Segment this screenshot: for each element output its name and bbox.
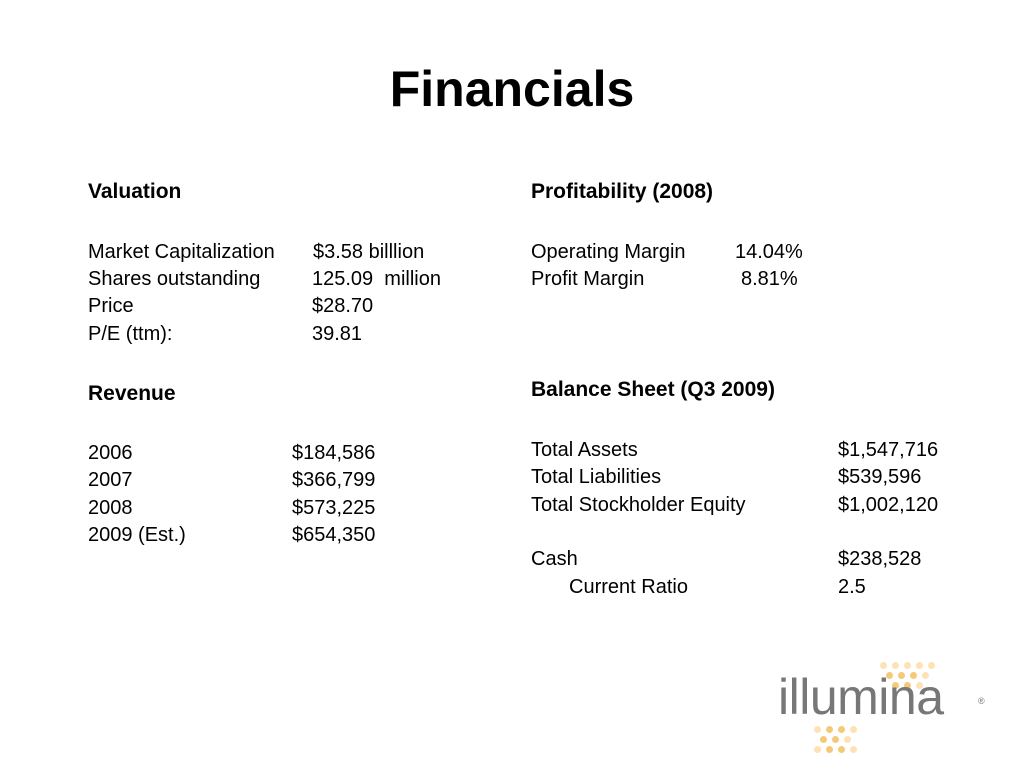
revenue-value: $184,586 (292, 442, 376, 464)
balance-sheet-label: Total Stockholder Equity (531, 494, 746, 516)
balance-sheet-label: Total Assets (531, 439, 638, 461)
revenue-label: 2008 (88, 497, 133, 519)
logo-dot (916, 662, 923, 669)
profitability-label: Operating Margin (531, 241, 686, 263)
logo-wordmark: illumina (778, 669, 944, 725)
balance-sheet-value: $238,528 (838, 548, 922, 570)
revenue-value: $366,799 (292, 469, 376, 491)
logo-dot (832, 736, 839, 743)
profitability-label: Profit Margin (531, 268, 645, 290)
logo-dot (880, 662, 887, 669)
logo-dot (928, 662, 935, 669)
illumina-logo (778, 656, 990, 756)
valuation-label: Shares outstanding (88, 268, 261, 290)
balance-sheet-value: $1,547,716 (838, 439, 939, 461)
profitability-heading: Profitability (2008) (531, 180, 714, 203)
balance-sheet-label: Current Ratio (569, 576, 688, 598)
balance-sheet-label: Cash (531, 548, 578, 570)
revenue-heading: Revenue (88, 382, 176, 405)
valuation-value: $3.58 billlion (313, 241, 425, 263)
logo-dot (904, 662, 911, 669)
valuation-heading: Valuation (88, 180, 182, 203)
logo-dot (838, 726, 845, 733)
revenue-label: 2006 (88, 442, 133, 464)
valuation-value: $28.70 (312, 295, 374, 317)
balance-sheet-value: $1,002,120 (838, 494, 939, 516)
logo-dot (850, 746, 857, 753)
valuation-label: P/E (ttm): (88, 323, 173, 345)
logo-dot (826, 726, 833, 733)
valuation-value: 39.81 (312, 323, 363, 345)
logo-dot (820, 736, 827, 743)
revenue-value: $573,225 (292, 497, 376, 519)
logo-dot (892, 662, 899, 669)
logo-dot (838, 746, 845, 753)
balance-sheet-heading: Balance Sheet (Q3 2009) (531, 378, 775, 401)
registered-mark: ® (978, 696, 985, 706)
profitability-value: 14.04% (735, 241, 803, 263)
revenue-label: 2007 (88, 469, 133, 491)
valuation-value: 125.09 million (312, 268, 441, 290)
slide-title: Financials (389, 61, 635, 117)
profitability-value: 8.81% (741, 268, 798, 290)
logo-dot (844, 736, 851, 743)
revenue-label: 2009 (Est.) (88, 524, 186, 546)
valuation-label: Price (88, 295, 134, 317)
balance-sheet-label: Total Liabilities (531, 466, 662, 488)
balance-sheet-value: $539,596 (838, 466, 922, 488)
valuation-label: Market Capitalization (88, 241, 275, 263)
revenue-value: $654,350 (292, 524, 376, 546)
balance-sheet-value: 2.5 (838, 576, 866, 598)
logo-dot (814, 746, 821, 753)
logo-dot (826, 746, 833, 753)
logo-dot (850, 726, 857, 733)
logo-dot (814, 726, 821, 733)
